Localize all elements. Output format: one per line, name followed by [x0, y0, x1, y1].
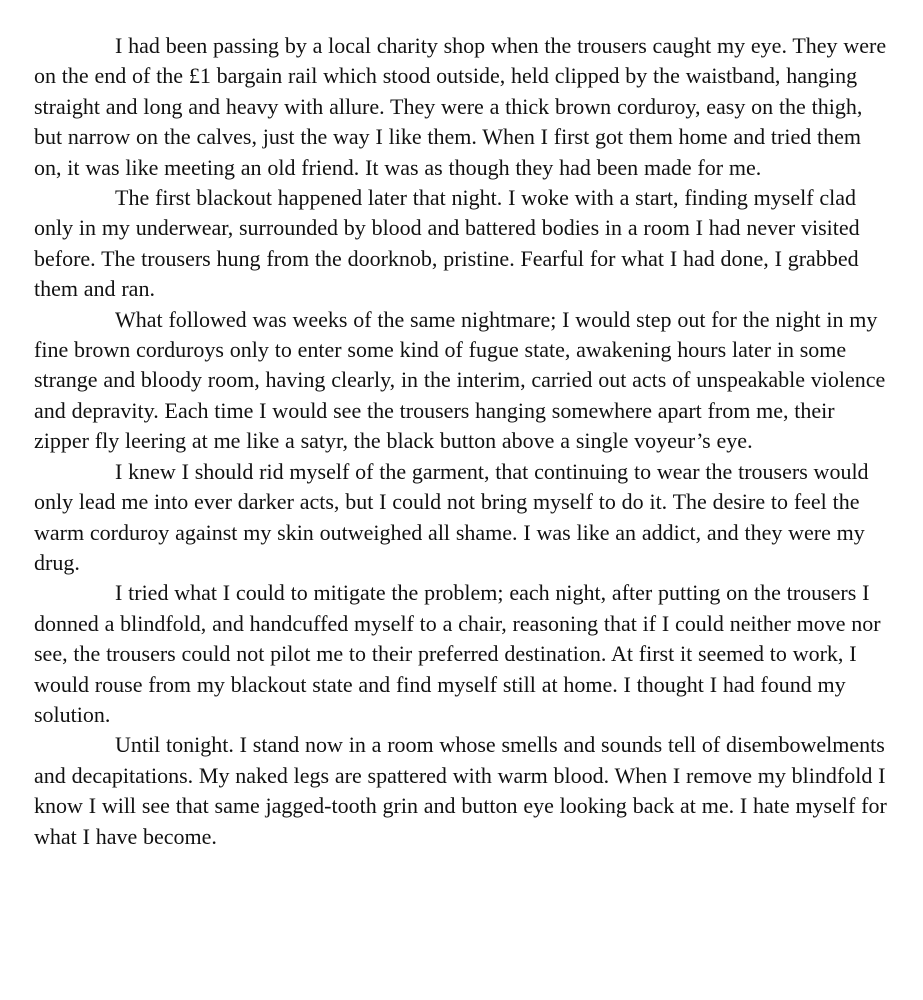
story-paragraph-3: What followed was weeks of the same nightmare; I would step out for the night in my fine brown corduroys only to enter some kind of fugue state, awakening hours later in some strange and bloody room, having clearly, in the interim, carried out acts of unspeakable violence and depravity. Each time I would see the trousers hanging somewhere apart from me, their zipper fly leering at me like a satyr, the black button above a single voyeur’s eye.	[34, 306, 886, 454]
story-paragraph-1: I had been passing by a local charity shop when the trousers caught my eye. They were on the end of the £1 bargain rail which stood outside, held clipped by the waistband, hanging straight and long and heavy with allure. They were a thick brown corduroy, easy on the thigh, but narrow on the calves, just the way I like them. When I first got them home and tried them on, it was like meeting an old friend. It was as though they had been made for me.	[34, 33, 887, 180]
story-paragraph-5: I tried what I could to mitigate the problem; each night, after putting on the trousers I donned a blindfold, and handcuffed myself to a chair, reasoning that if I could neither move nor see, the trousers could not pilot me to their preferred destination. At first it seemed to work, I would rouse from my blackout state and find myself still at home. I thought I had found my solution.	[34, 580, 881, 727]
story-paragraph-2: The first blackout happened later that night. I woke with a start, finding myself clad only in my underwear, surrounded by blood and battered bodies in a room I had never visited before. The trousers hung from the doorknob, pristine. Fearful for what I had done, I grabbed them and ran.	[34, 185, 860, 302]
story-paragraph-4: I knew I should rid myself of the garment, that continuing to wear the trousers would only lead me into ever darker acts, but I could not bring myself to do it. The desire to feel the warm corduroy against my skin outweighed all shame. I was like an addict, and they were my drug.	[34, 458, 869, 575]
story-paragraph-6: Until tonight. I stand now in a room whose smells and sounds tell of disembowelments and decapitations. My naked legs are spattered with warm blood. When I remove my blindfold I know I will see that same jagged-tooth grin and button eye looking back at me. I hate myself for what I have become.	[34, 732, 887, 849]
